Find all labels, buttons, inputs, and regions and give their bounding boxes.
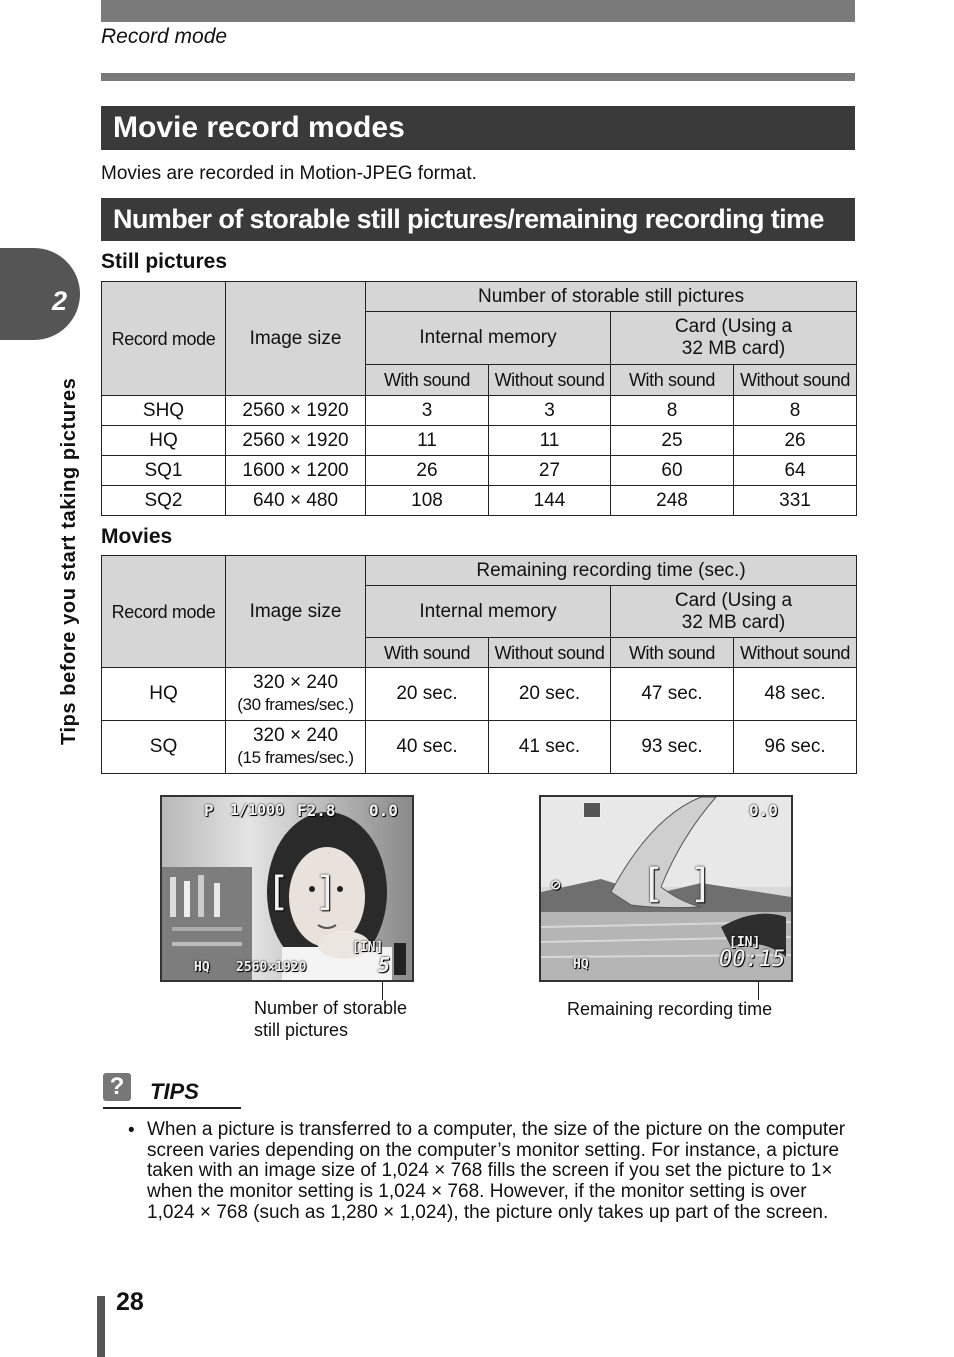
without-sound-header: Without sound bbox=[734, 638, 857, 668]
osd-memory: [IN] bbox=[352, 940, 384, 955]
tips-underline bbox=[103, 1107, 241, 1109]
card-header-line2: 32 MB card) bbox=[681, 611, 786, 633]
cell-size: 1600 × 1200 bbox=[226, 456, 366, 486]
cell-value: 25 bbox=[611, 426, 734, 456]
still-screen-caption bbox=[254, 997, 407, 1041]
cell-value: 11 bbox=[489, 426, 611, 456]
osd-shutter: 1/1000 bbox=[230, 801, 285, 819]
cell-mode: SHQ bbox=[102, 396, 226, 426]
cell-value: 93 sec. bbox=[611, 721, 734, 774]
flash-off-icon: ⊘ bbox=[551, 875, 561, 894]
cell-frame-rate: (30 frames/sec.) bbox=[237, 695, 354, 714]
table-row bbox=[102, 721, 857, 774]
caption-line1: Number of storable bbox=[254, 998, 408, 1018]
col-record-mode: Record mode bbox=[102, 282, 226, 396]
card-header-line2: 32 MB card) bbox=[681, 338, 786, 359]
battery-bar-icon bbox=[394, 943, 406, 975]
cell-size-value: 320 × 240 bbox=[252, 672, 339, 693]
movies-heading: Movies bbox=[101, 525, 173, 548]
running-head: Record mode bbox=[101, 25, 228, 48]
table-row bbox=[102, 456, 857, 486]
internal-memory-header: Internal memory bbox=[366, 586, 611, 638]
section-intro: Movies are recorded in Motion-JPEG format. bbox=[101, 163, 477, 184]
cell-value: 26 bbox=[734, 426, 857, 456]
group-header: Number of storable still pictures bbox=[366, 282, 857, 312]
page-number: 28 bbox=[116, 1288, 144, 1316]
osd-exposure: 0.0 bbox=[749, 801, 778, 820]
movie-mode-icon bbox=[583, 802, 601, 818]
col-image-size: Image size bbox=[226, 282, 366, 396]
cell-size bbox=[226, 721, 366, 774]
caption-line2: still pictures bbox=[254, 1020, 349, 1040]
cell-value: 41 sec. bbox=[489, 721, 611, 774]
tips-text: When a picture is transferred to a computer, the size of the picture on the computer screen varies depending on the computer’s monitor setting. For instance, a picture taken with an image size of 1,024 × 768 fills the screen if you set the picture to 1× when the monitor setting is 1,024 × 768. However, if the monitor setting is over 1,024 × 768 (such as 1,280 × 1,024), the picture only takes up part of the screen. bbox=[147, 1119, 846, 1223]
cell-size: 2560 × 1920 bbox=[226, 426, 366, 456]
with-sound-header: With sound bbox=[611, 365, 734, 396]
cell-value: 96 sec. bbox=[734, 721, 857, 774]
tips-label: TIPS bbox=[150, 1079, 199, 1104]
with-sound-header: With sound bbox=[366, 638, 489, 668]
still-pictures-table bbox=[101, 281, 857, 516]
osd-memory: [IN] bbox=[729, 935, 761, 950]
osd-quality: HQ bbox=[573, 957, 589, 972]
cell-size: 2560 × 1920 bbox=[226, 396, 366, 426]
with-sound-header: With sound bbox=[366, 365, 489, 396]
osd-time: 00:15 bbox=[719, 947, 786, 972]
without-sound-header: Without sound bbox=[734, 365, 857, 396]
card-header bbox=[611, 586, 857, 638]
osd-mode: P bbox=[204, 801, 214, 820]
subsection-title: Number of storable still pictures/remaining recording time bbox=[101, 198, 855, 241]
af-frame-icon: [ ] bbox=[266, 869, 339, 915]
cell-value: 11 bbox=[366, 426, 489, 456]
table-row bbox=[102, 668, 857, 721]
without-sound-header: Without sound bbox=[489, 365, 611, 396]
cell-frame-rate: (15 frames/sec.) bbox=[237, 748, 354, 767]
group-header: Remaining recording time (sec.) bbox=[366, 556, 857, 586]
osd-count: 5 bbox=[378, 953, 391, 977]
cell-value: 3 bbox=[489, 396, 611, 426]
cell-value: 47 sec. bbox=[611, 668, 734, 721]
cell-value: 108 bbox=[366, 486, 489, 516]
cell-value: 8 bbox=[611, 396, 734, 426]
movies-table bbox=[101, 555, 857, 774]
cell-value: 144 bbox=[489, 486, 611, 516]
osd-exposure: 0.0 bbox=[369, 801, 398, 820]
movie-screen-caption: Remaining recording time bbox=[567, 999, 773, 1019]
cell-value: 40 sec. bbox=[366, 721, 489, 774]
osd-size: 2560×1920 bbox=[236, 960, 307, 975]
cell-mode: HQ bbox=[102, 426, 226, 456]
cell-value: 60 bbox=[611, 456, 734, 486]
cell-value: 26 bbox=[366, 456, 489, 486]
movie-screen-illustration bbox=[539, 795, 793, 982]
cell-mode: SQ1 bbox=[102, 456, 226, 486]
cell-mode: SQ2 bbox=[102, 486, 226, 516]
cell-value: 8 bbox=[734, 396, 857, 426]
card-header-line1: Card (Using a bbox=[674, 589, 793, 611]
without-sound-header: Without sound bbox=[489, 638, 611, 668]
table-row bbox=[102, 426, 857, 456]
chapter-number: 2 bbox=[52, 286, 68, 316]
with-sound-header: With sound bbox=[611, 638, 734, 668]
card-header-line1: Card (Using a bbox=[674, 316, 793, 337]
chapter-tab bbox=[0, 248, 80, 340]
cell-size-value: 320 × 240 bbox=[252, 725, 339, 746]
header-rule bbox=[101, 73, 855, 81]
internal-memory-header: Internal memory bbox=[366, 312, 611, 365]
cell-value: 3 bbox=[366, 396, 489, 426]
question-icon: ? bbox=[103, 1073, 131, 1101]
cell-value: 20 sec. bbox=[366, 668, 489, 721]
cell-value: 27 bbox=[489, 456, 611, 486]
card-header bbox=[611, 312, 857, 365]
header-top-bar bbox=[101, 0, 855, 22]
osd-quality: HQ bbox=[194, 960, 210, 975]
col-record-mode: Record mode bbox=[102, 556, 226, 668]
col-image-size: Image size bbox=[226, 556, 366, 668]
osd-aperture: F2.8 bbox=[297, 801, 336, 820]
page-marker bbox=[97, 1296, 105, 1357]
table-row bbox=[102, 396, 857, 426]
cell-mode: SQ bbox=[102, 721, 226, 774]
cell-size: 640 × 480 bbox=[226, 486, 366, 516]
table-row bbox=[102, 486, 857, 516]
section-title: Movie record modes bbox=[101, 106, 855, 150]
cell-value: 48 sec. bbox=[734, 668, 857, 721]
still-pictures-heading: Still pictures bbox=[101, 250, 228, 273]
af-frame-icon: [ ] bbox=[641, 861, 714, 907]
cell-size bbox=[226, 668, 366, 721]
cell-value: 64 bbox=[734, 456, 857, 486]
cell-value: 248 bbox=[611, 486, 734, 516]
bullet: • bbox=[128, 1120, 135, 1141]
cell-value: 331 bbox=[734, 486, 857, 516]
cell-mode: HQ bbox=[102, 668, 226, 721]
chapter-title: Tips before you start taking pictures bbox=[58, 377, 80, 745]
cell-value: 20 sec. bbox=[489, 668, 611, 721]
still-screen-illustration bbox=[160, 795, 414, 982]
